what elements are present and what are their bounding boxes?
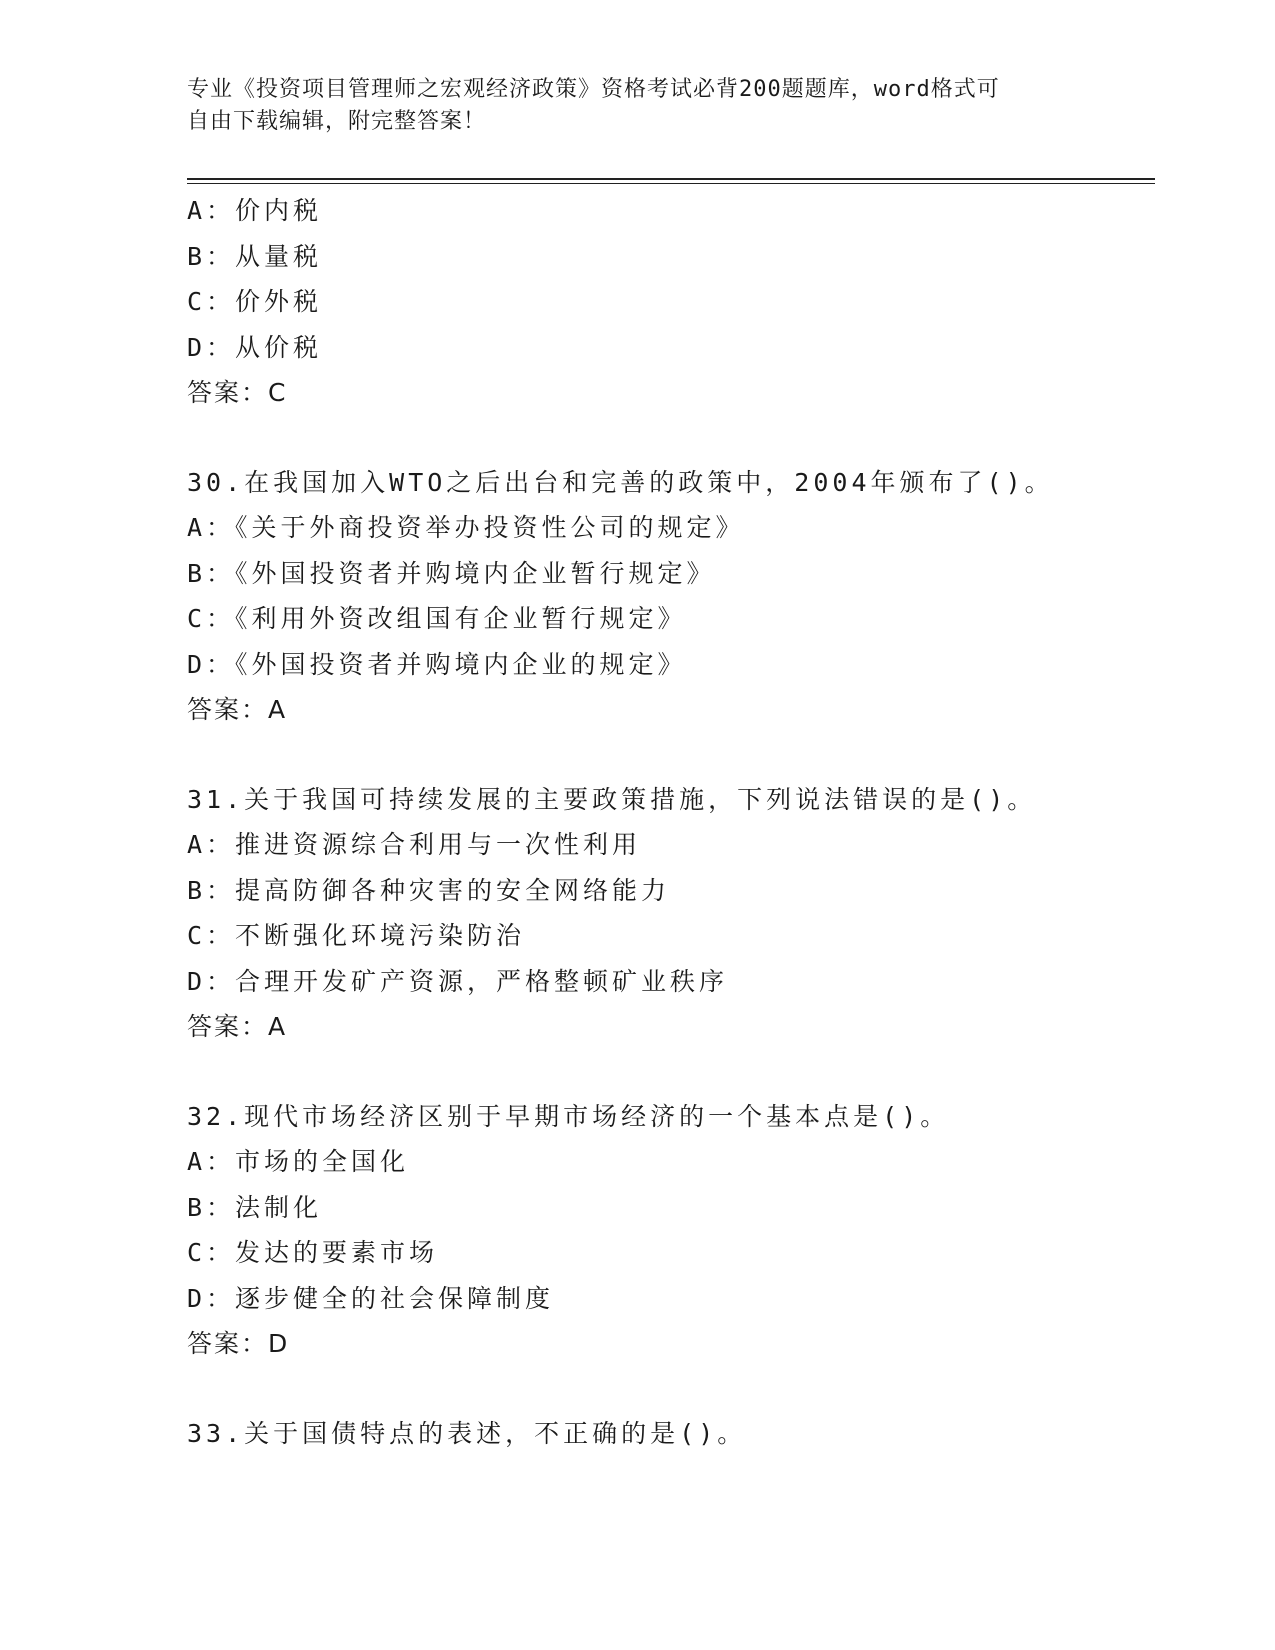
answer-line: 答案：C bbox=[187, 378, 288, 407]
option-a: A：价内税 bbox=[187, 196, 323, 225]
question-stem: 31.关于我国可持续发展的主要政策措施，下列说法错误的是()。 bbox=[187, 784, 1037, 814]
question-list bbox=[187, 188, 1155, 1456]
answer-line: 答案：D bbox=[187, 1329, 290, 1358]
option-d: D：《外国投资者并购境内企业的规定》 bbox=[187, 649, 687, 679]
option-b: B：《外国投资者并购境内企业暂行规定》 bbox=[187, 558, 716, 588]
question-block bbox=[187, 188, 1155, 416]
answer-line: 答案：A bbox=[187, 695, 288, 724]
option-c: C：价外税 bbox=[187, 287, 323, 316]
document-header bbox=[187, 74, 1087, 138]
option-d: D：逐步健全的社会保障制度 bbox=[187, 1283, 555, 1313]
option-c: C：《利用外资改组国有企业暂行规定》 bbox=[187, 604, 687, 633]
option-b: B：提高防御各种灾害的安全网络能力 bbox=[187, 875, 671, 905]
option-b: B：法制化 bbox=[187, 1192, 323, 1222]
header-line-2: 自由下载编辑，附完整答案！ bbox=[187, 109, 487, 134]
option-b: B：从量税 bbox=[187, 241, 323, 271]
question-block bbox=[187, 1411, 1155, 1457]
header-rule-thick bbox=[187, 178, 1155, 180]
option-c: C：不断强化环境污染防治 bbox=[187, 921, 526, 950]
question-block bbox=[187, 460, 1155, 733]
option-a: A：市场的全国化 bbox=[187, 1147, 410, 1176]
question-block bbox=[187, 777, 1155, 1050]
question-stem: 30.在我国加入WTO之后出台和完善的政策中，2004年颁布了()。 bbox=[187, 467, 1054, 497]
option-a: A：《关于外商投资举办投资性公司的规定》 bbox=[187, 513, 745, 542]
question-stem: 32.现代市场经济区别于早期市场经济的一个基本点是()。 bbox=[187, 1101, 950, 1131]
question-stem: 33.关于国债特点的表述，不正确的是()。 bbox=[187, 1418, 747, 1448]
header-rule-thin bbox=[187, 183, 1155, 184]
option-d: D：从价税 bbox=[187, 332, 323, 362]
option-d: D：合理开发矿产资源，严格整顿矿业秩序 bbox=[187, 966, 729, 996]
option-a: A：推进资源综合利用与一次性利用 bbox=[187, 830, 642, 859]
header-line-1: 专业《投资项目管理师之宏观经济政策》资格考试必背200题题库，word格式可 bbox=[187, 77, 1000, 102]
option-c: C：发达的要素市场 bbox=[187, 1238, 439, 1267]
question-block bbox=[187, 1094, 1155, 1367]
answer-line: 答案：A bbox=[187, 1012, 288, 1041]
